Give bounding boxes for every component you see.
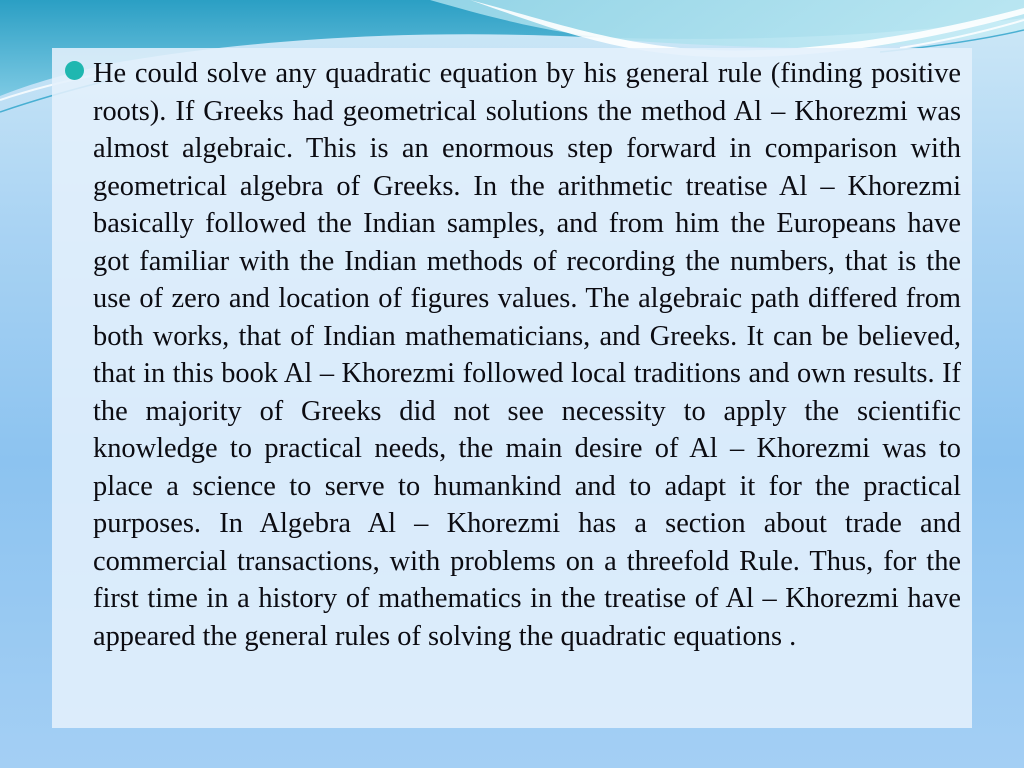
bullet-paragraph: He could solve any quadratic equation by his general rule (finding positive roots). If Greeks had geometrical solutions the method Al – Khorezmi was almost algebraic. This is an enormous step forward in comparison with geometrical algebra of Greeks. In the arithmetic treatise Al – Khorezmi basically followed the Indian samples, and from him the Europeans have got familiar with the Indian methods of recording the numbers, that is the use of zero and location of figures values. The algebraic path differed from both works, that of Indian mathematicians, and Greeks. It can be believed, that in this book Al – Khorezmi followed local traditions and own results. If the majority of Greeks did not see necessity to apply the scientific knowledge to practical needs, the main desire of Al – Khorezmi was to place a science to serve to humankind and to adapt it for the practical purposes. In Algebra Al – Khorezmi has a section about trade and commercial transactions, with problems on a threefold Rule. Thus, for the first time in a history of mathematics in the treatise of Al – Khorezmi have appeared the general rules of solving the quadratic equations . [93, 58, 961, 652]
bullet-dot-icon [65, 61, 84, 80]
